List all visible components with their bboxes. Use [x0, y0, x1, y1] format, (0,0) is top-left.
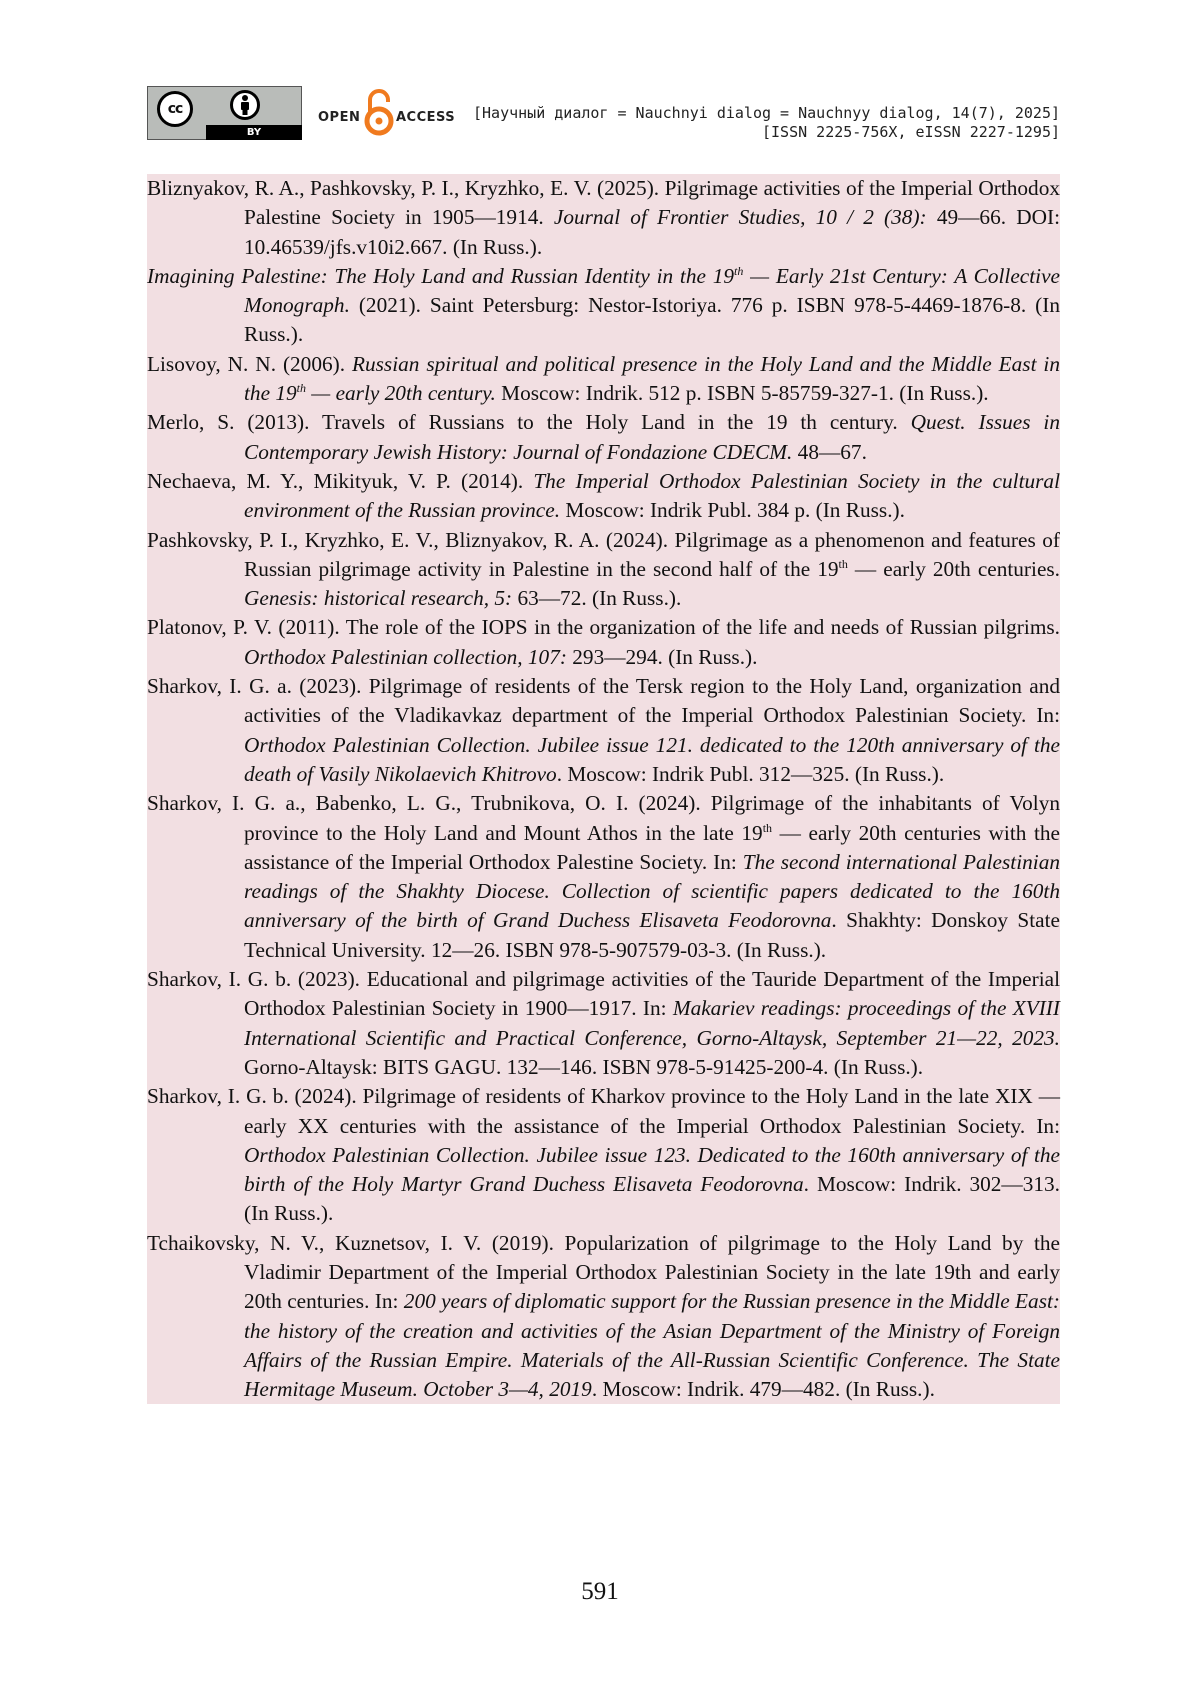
reference-italic-text: The Imperial Orthodox Palestinian Society in the cultural environment of the Russian province. [244, 468, 1060, 523]
reference-text: (2021). Saint Petersburg: Nestor-Istoriya. 776 p. ISBN 978-5-4469-1876-8. (In Russ.). [244, 293, 1060, 347]
reference-text: th [762, 820, 773, 835]
journal-citation [473, 104, 1060, 142]
reference-text: 293—294. (In Russ.). [566, 644, 758, 669]
reference-italic-text: th [734, 263, 744, 278]
open-lock-icon [364, 88, 394, 138]
open-access-access-text: ACCESS [396, 110, 456, 125]
reference-text: Lisovoy, N. N. (2006). [147, 351, 352, 376]
reference-text: . Moscow: Indrik. 302—313. (In Russ.). [244, 1172, 1061, 1226]
person-icon [230, 90, 260, 120]
reference-text: . Shakhty: Donskoy State Technical University. 12—26. ISBN 978-5-907579-03-3. (In Russ.). [244, 908, 1061, 962]
reference-italic-text: The second international Palestinian readings of the Shakhty Diocese. Collection of scientific papers dedicated to the 160th anniversary of the birth of Grand Duchess Elisaveta Feodorovna [244, 849, 1060, 933]
reference-text: . Moscow: Indrik Publ. 312—325. (In Russ.). [556, 761, 945, 786]
reference-text: th [838, 556, 848, 571]
reference-italic-text: Imagining Palestine: The Holy Land and Russian Identity in the 19 [147, 263, 735, 288]
reference-entry [147, 408, 1060, 467]
reference-text: Moscow: Indrik. 512 p. ISBN 5-85759-327-1. (In Russ.). [495, 381, 989, 406]
creative-commons-icon: cc [157, 91, 193, 127]
reference-entry [147, 467, 1060, 526]
reference-italic-text: Orthodox Palestinian Collection. Jubilee issue 121. dedicated to the 120th anniversary of the death of Vasily Nikolaevich Khitrovo [244, 732, 1060, 786]
reference-text: . Moscow: Indrik. 479—482. (In Russ.). [591, 1377, 935, 1402]
open-access-logo[interactable] [318, 88, 468, 140]
reference-italic-text: — Early 21st Century: A Collective Monograph. [244, 263, 1060, 318]
reference-italic-text: Russian spiritual and political presence in the Holy Land and the Middle East in the 19 [244, 351, 1060, 406]
reference-italic-text: Journal of Frontier Studies, 10 / 2 (38): [553, 205, 927, 230]
reference-text: Merlo, S. (2013). Travels of Russians to the Holy Land in the 19 th century. [147, 410, 911, 435]
reference-text: Sharkov, I. G. b. (2024). Pilgrimage of residents of Kharkov province to the Holy Land in the late XIX — early XX centuries with the assistance of the Imperial Orthodox Palestinian Society. In: [147, 1084, 1060, 1138]
reference-entry [147, 1229, 1060, 1405]
reference-text: Moscow: Indrik Publ. 384 p. (In Russ.). [560, 498, 905, 523]
reference-entry [147, 350, 1060, 409]
reference-italic-text: Orthodox Palestinian collection, 107: [244, 644, 567, 669]
reference-text: 63—72. (In Russ.). [512, 586, 682, 611]
open-access-open-text: OPEN [318, 110, 361, 125]
reference-text: — early 20th centuries. [847, 556, 1061, 581]
by-label: BY [206, 125, 302, 140]
reference-entry [147, 526, 1060, 614]
reference-text: 49—66. DOI: 10.46539/jfs.v10i2.667. (In Russ.). [244, 205, 1060, 259]
reference-entry [147, 789, 1060, 965]
reference-text: Gorno-Altaysk: BITS GAGU. 132—146. ISBN 978-5-91425-200-4. (In Russ.). [244, 1054, 924, 1079]
reference-text: Sharkov, I. G. a., Babenko, L. G., Trubnikova, O. I. (2024). Pilgrimage of the inhabitants of Volyn province to the Holy Land and Mount Athos in the late 19 [147, 791, 1060, 845]
reference-italic-text: Makariev readings: proceedings of the XVIII International Scientific and Practical Conference, Gorno-Altaysk, September 21—22, 2023. [244, 996, 1060, 1050]
reference-entry [147, 613, 1060, 672]
reference-list [147, 174, 1060, 1404]
journal-issn-line: [ISSN 2225-756X, eISSN 2227-1295] [761, 123, 1060, 141]
reference-italic-text: Quest. Issues in Contemporary Jewish History: Journal of Fondazione CDECM. [244, 410, 1060, 464]
reference-text: Nechaeva, M. Y., Mikityuk, V. P. (2014). [147, 468, 534, 493]
reference-italic-text: th [296, 381, 306, 396]
page-number: 591 [581, 1578, 619, 1605]
reference-text: — early 20th centuries with the assistance of the Imperial Orthodox Palestine Society. In: [244, 820, 1060, 874]
journal-title-line: [Научный диалог = Nauchnyi dialog = Nauchnyy dialog, 14(7), 2025] [473, 104, 1060, 122]
reference-entry [147, 174, 1060, 262]
reference-text: Tchaikovsky, N. V., Kuznetsov, I. V. (2019). Popularization of pilgrimage to the Holy Land by the Vladimir Department of the Imperial Orthodox Palestinian Society in the late 19th and early 20th centuries. In: [147, 1230, 1060, 1314]
reference-italic-text: Orthodox Palestinian Collection. Jubilee issue 123. Dedicated to the 160th anniversary of the birth of the Holy Martyr Grand Duchess Elisaveta Feodorovna [244, 1142, 1060, 1197]
reference-italic-text: Genesis: historical research, 5: [244, 586, 513, 611]
reference-text: Sharkov, I. G. a. (2023). Pilgrimage of residents of the Tersk region to the Holy Land, organization and activities of the Vladikavkaz department of the Imperial Orthodox Palestinian Society. In: [147, 674, 1060, 728]
reference-italic-text: — early 20th century. [305, 381, 496, 406]
page-header [147, 86, 1060, 144]
cc-by-license-badge[interactable] [147, 86, 302, 140]
reference-text: 48—67. [792, 439, 867, 464]
reference-entry [147, 672, 1060, 789]
reference-text: Sharkov, I. G. b. (2023). Educational and pilgrimage activities of the Tauride Department of the Imperial Orthodox Palestinian Society in 1900—1917. In: [147, 967, 1060, 1021]
reference-text: Pashkovsky, P. I., Kryzhko, E. V., Bliznyakov, R. A. (2024). Pilgrimage as a phenomenon and features of Russian pilgrimage activity in Palestine in the second half of the 19 [147, 527, 1060, 581]
reference-entry [147, 965, 1060, 1082]
reference-text: Bliznyakov, R. A., Pashkovsky, P. I., Kryzhko, E. V. (2025). Pilgrimage activities of the Imperial Orthodox Palestine Society in 1905—1914. [147, 176, 1060, 230]
reference-entry [147, 1082, 1060, 1228]
reference-entry [147, 262, 1060, 350]
reference-text: Platonov, P. V. (2011). The role of the IOPS in the organization of the life and needs of Russian pilgrims. [147, 615, 1060, 640]
reference-italic-text: 200 years of diplomatic support for the Russian presence in the Middle East: the history of the creation and activities of the Asian Department of the Ministry of Foreign Affairs of the Russian Empire. Materials of the All-Russian Scientific Conference. The State Hermitage Museum. October 3—4, 2019 [244, 1289, 1060, 1402]
